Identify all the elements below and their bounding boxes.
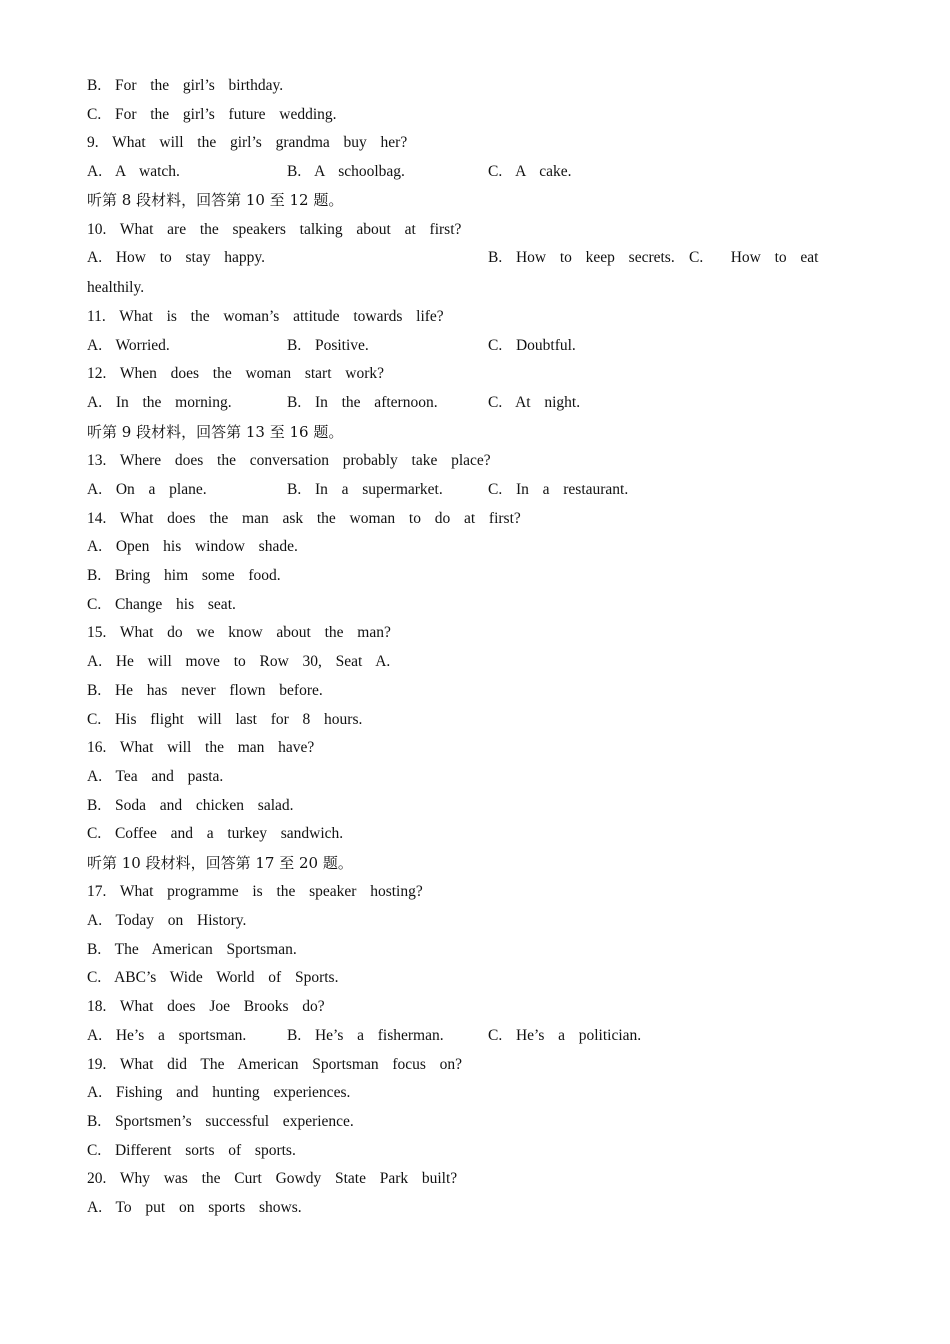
- option-16c: C. Coffee and a turkey sandwich.: [87, 825, 344, 842]
- option-17c: C. ABC’s Wide World of Sports.: [87, 969, 339, 986]
- option-17a: A. Today on History.: [87, 912, 247, 929]
- option-19a: A. Fishing and hunting experiences.: [87, 1084, 351, 1101]
- option-19b: B. Sportsmen’s successful experience.: [87, 1113, 354, 1130]
- option-12b: B. In the afternoon.: [287, 394, 438, 411]
- question-10: 10. What are the speakers talking about at first?: [87, 221, 462, 238]
- question-20: 20. Why was the Curt Gowdy State Park built?: [87, 1170, 458, 1187]
- question-17: 17. What programme is the speaker hosting?: [87, 883, 423, 900]
- options-row-9: [87, 160, 867, 184]
- question-18: 18. What does Joe Brooks do?: [87, 998, 325, 1015]
- options-row-13: [87, 478, 867, 502]
- option-20a: A. To put on sports shows.: [87, 1199, 302, 1216]
- option-10a: A. How to stay happy.: [87, 249, 265, 266]
- question-13: 13. Where does the conversation probably take place?: [87, 452, 491, 469]
- option-9a: A. A watch.: [87, 163, 180, 180]
- option-10b: B. How to keep secrets.: [488, 249, 675, 266]
- option-13b: B. In a supermarket.: [287, 481, 443, 498]
- option-14b: B. Bring him some food.: [87, 567, 281, 584]
- option-8b: B. For the girl’s birthday.: [87, 77, 284, 94]
- question-11: 11. What is the woman’s attitude towards life?: [87, 308, 444, 325]
- option-16a: A. Tea and pasta.: [87, 768, 224, 785]
- option-10c: C. How to eat: [689, 249, 819, 266]
- question-14: 14. What does the man ask the woman to do at first?: [87, 510, 521, 527]
- options-row-18: [87, 1024, 867, 1048]
- option-11c: C. Doubtful.: [488, 337, 576, 354]
- question-12: 12. When does the woman start work?: [87, 365, 385, 382]
- option-12a: A. In the morning.: [87, 394, 232, 411]
- option-17b: B. The American Sportsman.: [87, 941, 297, 958]
- options-row-11: [87, 334, 867, 358]
- option-9c: C. A cake.: [488, 163, 572, 180]
- option-13a: A. On a plane.: [87, 481, 207, 498]
- option-16b: B. Soda and chicken salad.: [87, 797, 294, 814]
- option-15b: B. He has never flown before.: [87, 682, 323, 699]
- option-9b: B. A schoolbag.: [287, 163, 405, 180]
- option-12c: C. At night.: [488, 394, 581, 411]
- option-18a: A. He’s a sportsman.: [87, 1027, 247, 1044]
- option-11b: B. Positive.: [287, 337, 369, 354]
- options-row-10: [87, 246, 867, 270]
- option-13c: C. In a restaurant.: [488, 481, 629, 498]
- section-heading-10: 听第 10 段材料，回答第 17 至 20 题。: [87, 854, 353, 872]
- option-15a: A. He will move to Row 30, Seat A.: [87, 653, 391, 670]
- section-heading-9: 听第 9 段材料，回答第 13 至 16 题。: [87, 423, 344, 441]
- question-9: 9. What will the girl’s grandma buy her?: [87, 134, 408, 151]
- question-15: 15. What do we know about the man?: [87, 624, 391, 641]
- option-15c: C. His flight will last for 8 hours.: [87, 711, 363, 728]
- option-14a: A. Open his window shade.: [87, 538, 298, 555]
- option-14c: C. Change his seat.: [87, 596, 236, 613]
- question-16: 16. What will the man have?: [87, 739, 315, 756]
- option-18c: C. He’s a politician.: [488, 1027, 642, 1044]
- section-heading-8: 听第 8 段材料，回答第 10 至 12 题。: [87, 191, 344, 209]
- option-19c: C. Different sorts of sports.: [87, 1142, 296, 1159]
- question-19: 19. What did The American Sportsman focus on?: [87, 1056, 463, 1073]
- options-row-12: [87, 391, 867, 415]
- option-11a: A. Worried.: [87, 337, 170, 354]
- option-8c: C. For the girl’s future wedding.: [87, 106, 337, 123]
- option-18b: B. He’s a fisherman.: [287, 1027, 444, 1044]
- option-10c-continued: healthily.: [87, 279, 145, 296]
